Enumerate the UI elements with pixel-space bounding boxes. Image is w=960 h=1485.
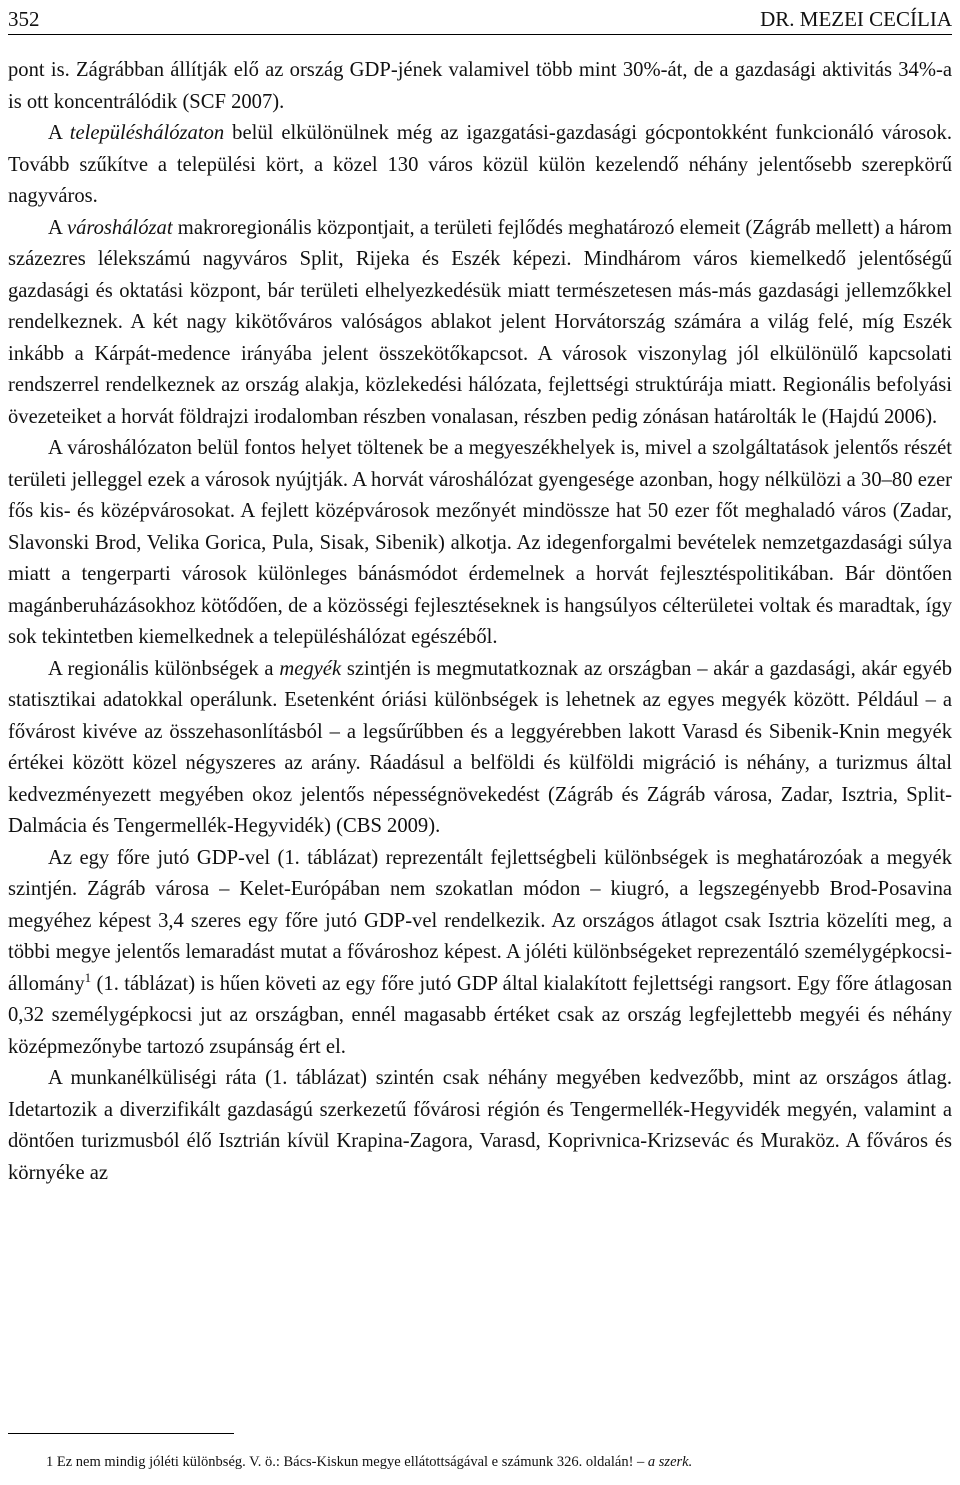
text-run: (1. táblázat) is hűen követi az egy főre jutó GDP által kialakított fejlettségi rangsort. Egy főre átlagosan 0,32 személygépkocsi jut az országban, ennél magasabb értéket csak az ország legfejlettebb megyéi és néhány középmezőnybe tartozó zsupánság ért el. xyxy=(8,972,952,1058)
footnote-ref: 1 xyxy=(84,969,92,985)
running-head-author: DR. MEZEI CECÍLIA xyxy=(760,7,952,31)
page-number: 352 xyxy=(8,7,40,31)
paragraph xyxy=(8,843,952,1064)
text-run: megyék xyxy=(279,657,342,680)
paragraph xyxy=(8,213,952,434)
footnote-number: 1 xyxy=(46,1454,54,1470)
paragraph xyxy=(8,118,952,213)
paragraph xyxy=(8,55,952,118)
footnote xyxy=(46,1452,692,1472)
text-run: A városhálózaton belül fontos helyet töltenek be a megyeszékhelyek is, mivel a szolgáltatások jelentős részét területi jelleggel ezek a városok nyújtják. A horvát városhálózat gyengesége azonban, hogy nélkülözi a 30–80 ezer fős kis- és középvárosokat. A fejlett középvárosok mezőnyét mindössze hat 50 ezer főt meghaladó város (Zadar, Slavonski Brod, Velika Gorica, Pula, Sisak, Sibenik) alkotja. Az idegenforgalmi bevételek nemzetgazdasági súlya miatt a tengerparti városok különleges bánásmódot érdemelnek a horvát fejlesztéspolitikában. Bár döntően magánberuházásokhoz kötődően, de a közösségi fejlesztéseknek is hangsúlyos célterületei voltak és maradtak, így sok tekintetben kiemelkednek a településhálózat egészéből. xyxy=(8,437,952,648)
text-run: városhálózat xyxy=(66,216,173,239)
paragraph xyxy=(8,433,952,654)
text-run: A xyxy=(48,122,70,144)
text-run: A xyxy=(48,216,67,239)
running-header xyxy=(8,4,952,35)
footnote-text: Ez nem mindig jóléti különbség. V. ö.: Bács-Kiskun megye ellátottságával e számunk 326. oldalán! – xyxy=(53,1454,648,1470)
text-run: makroregionális központjait, a területi fejlődés meghatározó elemeit (Zágráb mellett) a három százezres lélekszámú nagyváros Split, Rijeka és Eszék képezi. Mindhárom város kiemelkedő jelentőségű gazdasági és oktatási központ, bár területi elhelyezkedésük miatt természetesen más-más gazdasági jellemzőkkel rendelkeznek. A két nagy kikötőváros valóságos ablakot jelent Horvátország számára a világ felé, míg Eszék inkább a Kárpát-medence irányába jelent összekötőkapcsot. A városok viszonylag jól elkülönülő kapcsolati rendszerrel rendelkeznek az ország alakja, közlekedési hálózata, fejlettségi struktúrája miatt. Regionális befolyási övezeteiket a horvát földrajzi irodalomban részben vonalasan, részben pedig zónásan határolták le (Hajdú 2006). xyxy=(8,216,952,428)
paragraph xyxy=(8,654,952,843)
text-run: Az egy főre jutó GDP-vel (1. táblázat) reprezentált fejlettségbeli különbségek is meghatározóak a megyék szintjén. Zágráb városa – Kelet-Európában nem szokatlan módon – kiugró, a legszegényebb Brod-Posavina megyéhez képest 3,4 szeres egy főre jutó GDP-vel rendelkezik. Az országos átlagot csak Isztria közelíti meg, a többi megye jelentős lemaradást mutat a fővároshoz képest. A jóléti különbségeket reprezentáló személygépkocsi-állomány xyxy=(8,846,952,995)
text-run: A regionális különbségek a xyxy=(48,657,280,680)
text-run: A munkanélküliségi ráta (1. táblázat) szintén csak néhány megyében kedvezőbb, mint az országos átlag. Idetartozik a diverzifikált gazdaságú szerkezetű fővárosi régión és Tengermellék-Hegyvidék megyén, valamint a döntően turizmusból élő Isztrián kívül Krapina-Zagora, Varasd, Koprivnica-Krizsevác és Muraköz. A főváros és környéke az xyxy=(8,1067,952,1184)
text-run: szintjén is megmutatkoznak az országban – akár a gazdasági, akár egyéb statisztikai adatokkal operálunk. Esetenként óriási különbségek is lehetnek az egyes megyék között. Például – a fővárost kivéve az összehasonlításból – a legsűrűbben és a leggyérebben lakott Varasd és Sibenik-Knin megyék értékei között közel négyszeres az arány. Ráadásul a belföldi és külföldi migráció is néhány, a turizmus által kedvezményezett megyében okoz jelentős népességnövekedést (Zágráb és Zágráb városa, Zadar, Isztria, Split-Dalmácia és Tengermellék-Hegyvidék) (CBS 2009). xyxy=(8,657,953,837)
footnote-italic-tail: a szerk. xyxy=(647,1454,693,1470)
footnote-rule xyxy=(8,1433,234,1434)
text-run: belül elkülönülnek még az igazgatási-gazdasági gócpontokként funkcionáló városok. Tovább szűkítve a települési kört, a közel 130 város közül külön kezelendő néhány jelentősebb szerepkörű nagyváros. xyxy=(8,122,952,207)
text-run: pont is. Zágrábban állítják elő az ország GDP-jének valamivel több mint 30%-át, de a gazdasági aktivitás 34%-a is ott koncentrálódik (SCF 2007). xyxy=(8,59,952,113)
body-text xyxy=(8,55,952,1189)
paragraph xyxy=(8,1063,952,1189)
text-run: településhálózaton xyxy=(69,122,225,144)
